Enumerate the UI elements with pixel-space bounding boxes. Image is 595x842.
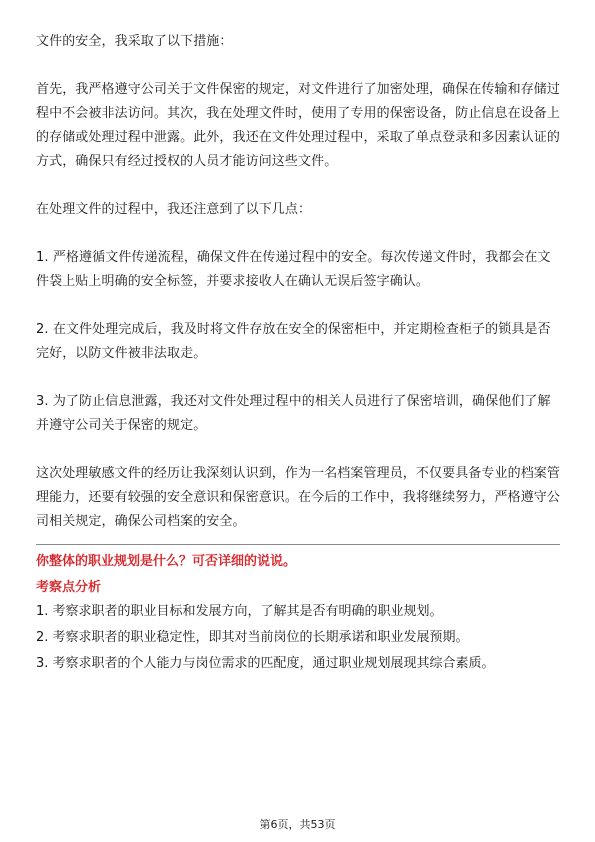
analysis-point-3: 3. 考察求职者的个人能力与岗位需求的匹配度，通过职业规划展现其综合素质。 <box>36 656 495 671</box>
analysis-heading: 考察点分析 <box>36 580 102 595</box>
interview-question: 你整体的职业规划是什么？可否详细的说说。 <box>36 554 297 569</box>
paragraph-notes-intro: 在处理文件的过程中，我还注意到了以下几点： <box>36 202 312 217</box>
paragraph-point-3: 3. 为了防止信息泄露，我还对文件处理过程中的相关人员进行了保密培训，确保他们了解并遵守公司关于保密的规定。 <box>36 394 551 433</box>
analysis-point-2: 2. 考察求职者的职业稳定性，即其对当前岗位的长期承诺和职业发展预期。 <box>36 630 469 645</box>
paragraph-point-2: 2. 在文件处理完成后，我及时将文件存放在安全的保密柜中，并定期检查柜子的锁具是否完好，以防文件被非法取走。 <box>36 322 551 361</box>
paragraph-point-1: 1. 严格遵循文件传递流程，确保文件在传递过程中的安全。每次传递文件时，我都会在文件袋上贴上明确的安全标签，并要求接收人在确认无误后签字确认。 <box>36 250 551 289</box>
section-divider <box>36 544 560 545</box>
document-body <box>36 30 560 677</box>
paragraph-intro: 文件的安全，我采取了以下措施： <box>36 34 233 49</box>
page-footer: 第6页，共53页 <box>259 818 336 831</box>
paragraph-measures: 首先，我严格遵守公司关于文件保密的规定，对文件进行了加密处理，确保在传输和存储过程中不会被非法访问。其次，我在处理文件时，使用了专用的保密设备，防止信息在设备上的存储或处理过程中泄露。此外，我还在文件处理过程中，采取了单点登录和多因素认证的方式，确保只有经过授权的人员才能访问这些文件。 <box>36 82 561 169</box>
analysis-point-1: 1. 考察求职者的职业目标和发展方向，了解其是否有明确的职业规划。 <box>36 604 443 619</box>
paragraph-conclusion: 这次处理敏感文件的经历让我深刻认识到，作为一名档案管理员，不仅要具备专业的档案管理能力，还要有较强的安全意识和保密意识。在今后的工作中，我将继续努力，严格遵守公司相关规定，确保公司档案的安全。 <box>36 466 561 529</box>
